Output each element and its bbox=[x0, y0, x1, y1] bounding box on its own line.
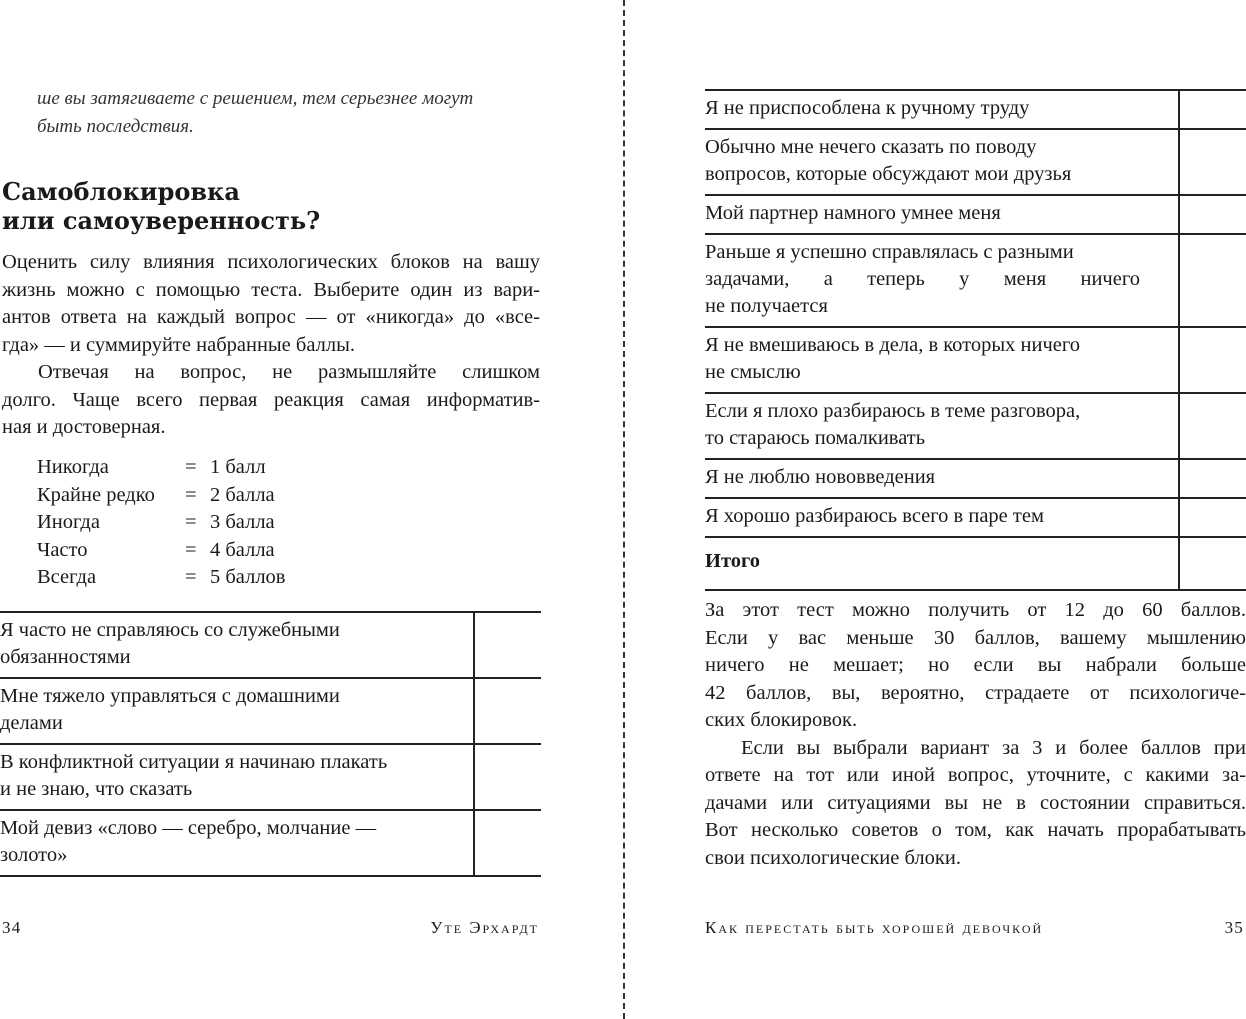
question-cell bbox=[705, 393, 1179, 459]
question-cell bbox=[0, 678, 474, 744]
table-row bbox=[0, 744, 541, 810]
score-cell[interactable] bbox=[1179, 498, 1246, 537]
text-line: Оценить силу влияния психологических блоков на вашу bbox=[2, 251, 540, 273]
question-line: делами bbox=[0, 712, 63, 734]
question-cell bbox=[705, 498, 1179, 537]
scale-value: 4 балла bbox=[210, 538, 275, 561]
scale-equals: = bbox=[185, 511, 197, 533]
table-row bbox=[0, 810, 541, 876]
total-score-cell[interactable] bbox=[1179, 537, 1246, 590]
page-number: 35 bbox=[1224, 918, 1244, 937]
questionnaire-table-continued bbox=[705, 89, 1246, 591]
question-cell bbox=[705, 234, 1179, 327]
text-line: ответе на тот или иной вопрос, уточните, с какими за- bbox=[705, 764, 1246, 786]
scale-value: 5 баллов bbox=[210, 566, 286, 588]
question-line: задачами, а теперь у меня ничего bbox=[705, 268, 1140, 290]
question-line: Я не люблю нововведения bbox=[705, 466, 936, 488]
question-line: и не знаю, что сказать bbox=[0, 778, 193, 800]
question-cell bbox=[705, 327, 1179, 393]
scale-equals: = bbox=[185, 566, 197, 588]
question-cell bbox=[0, 810, 474, 876]
question-line: золото» bbox=[0, 844, 68, 866]
text-line: ная и достоверная. bbox=[2, 416, 166, 438]
text-line: Если вы выбрали вариант за 3 и более баллов при bbox=[741, 736, 1246, 759]
question-line: то стараюсь помалкивать bbox=[705, 427, 926, 449]
scale-equals: = bbox=[185, 483, 197, 506]
question-cell bbox=[705, 459, 1179, 498]
score-cell[interactable] bbox=[1179, 195, 1246, 234]
table-row bbox=[705, 459, 1246, 498]
text-line: Отвечая на вопрос, не размышляйте слишком bbox=[38, 361, 540, 383]
question-line: не смыслю bbox=[705, 361, 801, 383]
scale-value: 1 балл bbox=[210, 456, 266, 478]
scale-equals: = bbox=[185, 456, 197, 478]
text-line: антов ответа на каждый вопрос — от «никогда» до «все- bbox=[2, 306, 540, 328]
question-line: обязанностями bbox=[0, 646, 131, 668]
scale-label: Крайне редко bbox=[37, 483, 155, 506]
text-line: Вот несколько советов о том, как начать прорабатывать bbox=[705, 819, 1246, 841]
question-line: В конфликтной ситуации я начинаю плакать bbox=[0, 751, 388, 773]
question-line: вопросов, которые обсуждают мои друзья bbox=[705, 163, 1072, 185]
question-cell bbox=[0, 612, 474, 678]
question-line: не получается bbox=[705, 295, 828, 317]
question-line: Мне тяжело управляться с домашними bbox=[0, 685, 340, 707]
table-row bbox=[705, 129, 1246, 195]
running-head: Как перестать быть хорошей девочкой bbox=[705, 918, 1044, 937]
score-cell[interactable] bbox=[474, 612, 541, 678]
table-row bbox=[705, 195, 1246, 234]
heading-line: или самоуверенность? bbox=[2, 205, 321, 235]
score-cell[interactable] bbox=[1179, 327, 1246, 393]
text-line: гда» — и суммируйте набранные баллы. bbox=[2, 333, 355, 356]
table-row bbox=[705, 393, 1246, 459]
score-cell[interactable] bbox=[1179, 90, 1246, 129]
text-line: За этот тест можно получить от 12 до 60 баллов. bbox=[705, 599, 1246, 621]
text-line: долго. Чаще всего первая реакция самая информатив- bbox=[2, 388, 540, 411]
question-line: Я не приспособлена к ручному труду bbox=[705, 97, 1030, 119]
question-line: Раньше я успешно справлялась с разными bbox=[705, 241, 1074, 263]
question-cell bbox=[0, 744, 474, 810]
table-row bbox=[705, 234, 1246, 327]
scale-value: 2 балла bbox=[210, 483, 275, 506]
question-line: Я не вмешиваюсь в дела, в которых ничего bbox=[705, 334, 1080, 356]
text-line: 42 баллов, вы, вероятно, страдаете от психологиче- bbox=[705, 681, 1246, 704]
score-cell[interactable] bbox=[1179, 393, 1246, 459]
scale-label: Никогда bbox=[37, 456, 109, 478]
section-heading bbox=[2, 178, 320, 235]
total-row bbox=[705, 537, 1246, 590]
question-line: Я хорошо разбираюсь всего в паре тем bbox=[705, 505, 1044, 527]
text-line: жизнь можно с помощью теста. Выберите один из вари- bbox=[2, 278, 540, 301]
text-line: Если у вас меньше 30 баллов, вашему мышлению bbox=[705, 626, 1246, 649]
question-line: Если я плохо разбираюсь в теме разговора, bbox=[705, 400, 1081, 422]
score-cell[interactable] bbox=[474, 678, 541, 744]
scoring-scale bbox=[37, 454, 337, 592]
scale-label: Всегда bbox=[37, 566, 97, 588]
question-line: Я часто не справляюсь со служебными bbox=[0, 619, 340, 641]
score-cell[interactable] bbox=[474, 744, 541, 810]
scale-label: Иногда bbox=[37, 511, 100, 533]
scale-row bbox=[37, 482, 337, 510]
scale-row bbox=[37, 564, 337, 592]
text-line: ничего не мешает; но если вы набрали больше bbox=[705, 654, 1246, 676]
text-line: дачами или ситуациями вы не в состоянии справиться. bbox=[705, 791, 1246, 814]
question-cell bbox=[705, 195, 1179, 234]
question-cell bbox=[705, 129, 1179, 195]
table-row bbox=[0, 612, 541, 678]
text-line: ских блокировок. bbox=[705, 709, 858, 731]
scale-label: Часто bbox=[37, 538, 88, 561]
scale-row bbox=[37, 509, 337, 537]
table-row bbox=[705, 327, 1246, 393]
conclusion-paragraph bbox=[705, 597, 1246, 872]
question-line: Мой девиз «слово — серебро, молчание — bbox=[0, 817, 377, 839]
scale-value: 3 балла bbox=[210, 511, 275, 533]
right-page bbox=[705, 0, 1246, 1019]
question-line: Мой партнер намного умнее меня bbox=[705, 202, 1001, 224]
table-row bbox=[705, 90, 1246, 129]
score-cell[interactable] bbox=[474, 810, 541, 876]
questionnaire-table bbox=[0, 611, 541, 877]
score-cell[interactable] bbox=[1179, 234, 1246, 327]
heading-line: Самоблокировка bbox=[2, 177, 240, 206]
scale-equals: = bbox=[185, 538, 197, 561]
intro-paragraph bbox=[2, 249, 540, 442]
scale-row bbox=[37, 454, 337, 482]
scale-row bbox=[37, 537, 337, 565]
quote-line: быть последствия. bbox=[37, 115, 194, 137]
italic-quote bbox=[37, 85, 537, 140]
question-line: Обычно мне нечего сказать по поводу bbox=[705, 136, 1037, 158]
running-head: Уте Эрхардт bbox=[430, 918, 539, 937]
text-line: свои психологические блоки. bbox=[705, 846, 961, 869]
page-divider bbox=[623, 0, 625, 1019]
quote-line: ше вы затягиваете с решением, тем серьезнее могут bbox=[37, 88, 474, 109]
table-row bbox=[0, 678, 541, 744]
total-label: Итого bbox=[705, 537, 1179, 590]
score-cell[interactable] bbox=[1179, 129, 1246, 195]
page-number: 34 bbox=[2, 918, 22, 937]
left-page bbox=[0, 0, 541, 1019]
score-cell[interactable] bbox=[1179, 459, 1246, 498]
question-cell bbox=[705, 90, 1179, 129]
table-row bbox=[705, 498, 1246, 537]
